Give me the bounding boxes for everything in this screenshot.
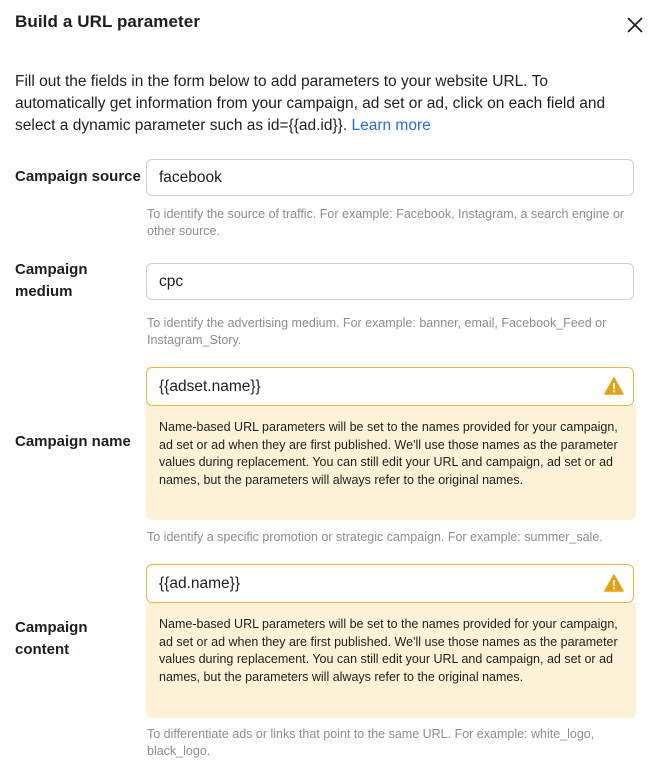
campaign-content-notice: Name-based URL parameters will be set to the names provided for your campaign, ad set or ad when they are first published. We'll use those names as the parameter values during replacement. You can still edit your URL and campaign, ad set or ad names, but the parameters will always refer to the original names. — [146, 603, 636, 718]
warning-icon — [604, 574, 624, 592]
campaign-source-help: To identify the source of traffic. For example: Facebook, Instagram, a search engine or other source. — [147, 207, 625, 238]
campaign-medium-label-line2: medium — [15, 283, 73, 300]
campaign-name-notice: Name-based URL parameters will be set to the names provided for your campaign, ad set or ad when they are first published. We'll use those names as the parameter values during replacement. You can still edit your URL and campaign, ad set or ad names, but the parameters will always refer to the original names. — [146, 406, 636, 520]
close-button[interactable] — [624, 14, 646, 36]
campaign-name-help: To identify a specific promotion or strategic campaign. For example: summer_sale. — [147, 530, 603, 544]
campaign-medium-input[interactable]: cpc — [146, 263, 634, 300]
campaign-content-help: To differentiate ads or links that point to the same URL. For example: white_logo, black_logo. — [147, 727, 595, 758]
campaign-medium-label-line1: Campaign — [15, 261, 88, 278]
close-icon — [624, 14, 646, 36]
campaign-medium-help: To identify the advertising medium. For example: banner, email, Facebook_Feed or Instagram_Story. — [147, 316, 607, 347]
campaign-content-label-line1: Campaign — [15, 619, 88, 636]
intro-paragraph — [15, 71, 635, 137]
campaign-source-input[interactable]: facebook — [146, 159, 634, 196]
campaign-name-input[interactable]: {{adset.name}} — [146, 367, 634, 406]
campaign-content-input[interactable]: {{ad.name}} — [146, 564, 634, 603]
learn-more-link[interactable]: Learn more — [351, 117, 431, 134]
warning-icon — [604, 377, 624, 395]
campaign-source-label: Campaign source — [15, 168, 141, 185]
dialog-title: Build a URL parameter — [15, 12, 201, 31]
campaign-content-label-line2: content — [15, 641, 70, 658]
campaign-name-label: Campaign name — [15, 433, 131, 450]
intro-text: Fill out the fields in the form below to add parameters to your website URL. To automatically get information from your campaign, ad set or ad, click on each field and select a dynamic parameter such as id={{ad.id}}. — [15, 73, 606, 134]
campaign-content-label — [15, 617, 88, 661]
campaign-medium-label — [15, 259, 88, 303]
